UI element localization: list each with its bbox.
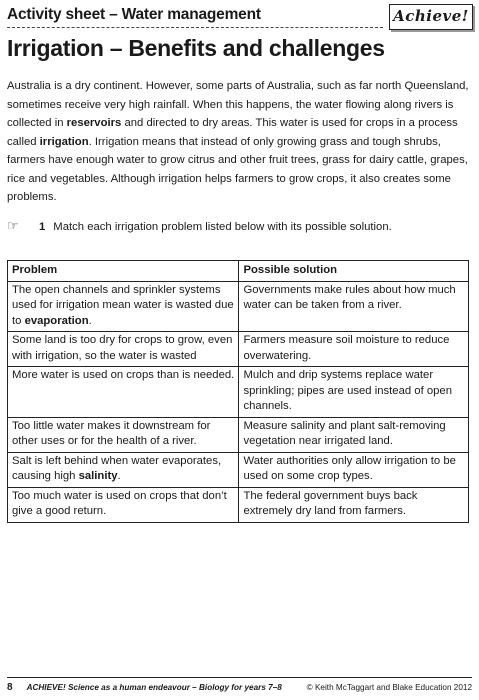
table-row — [8, 281, 469, 332]
text-run: Too much water is used on crops that don’t give a good return. — [12, 489, 227, 517]
table-row — [8, 487, 469, 522]
text-run: . — [88, 314, 92, 327]
bold-term: salinity — [78, 470, 118, 482]
table-row — [8, 367, 469, 418]
page-number: 8 — [7, 682, 13, 693]
series-title: ACHIEVE! Science as a human endeavour – Biology for years 7–8 — [26, 683, 282, 692]
solution-cell — [239, 281, 469, 332]
achieve-logo-text: Achieve! — [393, 7, 469, 25]
table-header-row — [8, 261, 469, 282]
text-run: Salt is left behind when water evaporates, causing high — [12, 454, 222, 482]
page-title: Irrigation – Benefits and challenges — [7, 35, 385, 61]
text-run: The federal government buys back extremely dry land from farmers. — [243, 489, 418, 517]
text-run: Water authorities only allow irrigation to be used on some crop types. — [243, 454, 456, 482]
solution-cell — [239, 452, 469, 487]
problem-column-header: Problem — [8, 261, 239, 282]
text-run: Governments make rules about how much water can be taken from a river. — [243, 283, 456, 311]
text-run: Mulch and drip systems replace water sprinkling; pipes are used instead of open channels. — [243, 369, 452, 412]
bold-term: reservoirs — [66, 117, 122, 129]
table-row — [8, 332, 469, 367]
text-run: Too little water makes it downstream for other uses or for the health of a river. — [12, 419, 211, 447]
bold-term: irrigation — [39, 135, 89, 148]
problem-cell — [8, 367, 239, 418]
text-run: . — [117, 470, 121, 482]
table-row — [8, 417, 469, 452]
table-row — [8, 452, 469, 487]
question-instruction — [7, 218, 392, 234]
page-header — [7, 4, 473, 30]
text-run: Some land is too dry for crops to grow, even with irrigation, so the water is wasted — [12, 334, 233, 362]
footer-divider — [7, 677, 472, 678]
solution-cell — [239, 332, 469, 367]
solution-cell — [239, 487, 469, 522]
solution-cell — [239, 417, 469, 452]
solution-column-header: Possible solution — [239, 261, 469, 282]
activity-sheet-title: Activity sheet – Water management — [7, 6, 261, 23]
intro-paragraph — [7, 77, 473, 207]
text-run: More water is used on crops than is needed. — [12, 369, 235, 381]
achieve-logo — [389, 4, 473, 30]
text-run: . Irrigation means that instead of only growing grass and tough shrubs, farmers have enough water to grow citrus and other fruit trees, grass for dairy cattle, grapes, rice and vegetables. Although irrigation helps farmers to grow crops, it also creates some problems. — [7, 135, 468, 203]
bold-term: evaporation — [24, 314, 89, 327]
copyright-notice: © Keith McTaggart and Blake Education 2012 — [306, 683, 472, 692]
problem-cell — [8, 332, 239, 367]
text-run: Farmers measure soil moisture to reduce overwatering. — [243, 334, 450, 362]
problem-solution-table — [7, 260, 469, 523]
text-run: and directed to dry areas. This water is used for crops in a process called — [7, 117, 458, 148]
question-text: Match each irrigation problem listed below with its possible solution. — [53, 221, 392, 233]
problem-cell — [8, 452, 239, 487]
header-divider — [7, 27, 383, 28]
text-run: Australia is a dry continent. However, some parts of Australia, such as far north Queensland, sometimes receive very high rainfall. When this happens, the water flowing along rivers is collected in — [7, 80, 469, 129]
page-footer — [7, 682, 472, 693]
problem-cell — [8, 487, 239, 522]
pointing-hand-icon: ☞ — [7, 218, 19, 233]
solution-cell — [239, 367, 469, 418]
table-body — [8, 281, 469, 522]
question-number: 1 — [39, 221, 46, 233]
text-run: Measure salinity and plant salt-removing vegetation near irrigated land. — [243, 419, 446, 447]
problem-cell — [8, 281, 239, 332]
text-run: The open channels and sprinkler systems used for irrigation mean water is wasted due to — [12, 283, 234, 327]
problem-cell — [8, 417, 239, 452]
